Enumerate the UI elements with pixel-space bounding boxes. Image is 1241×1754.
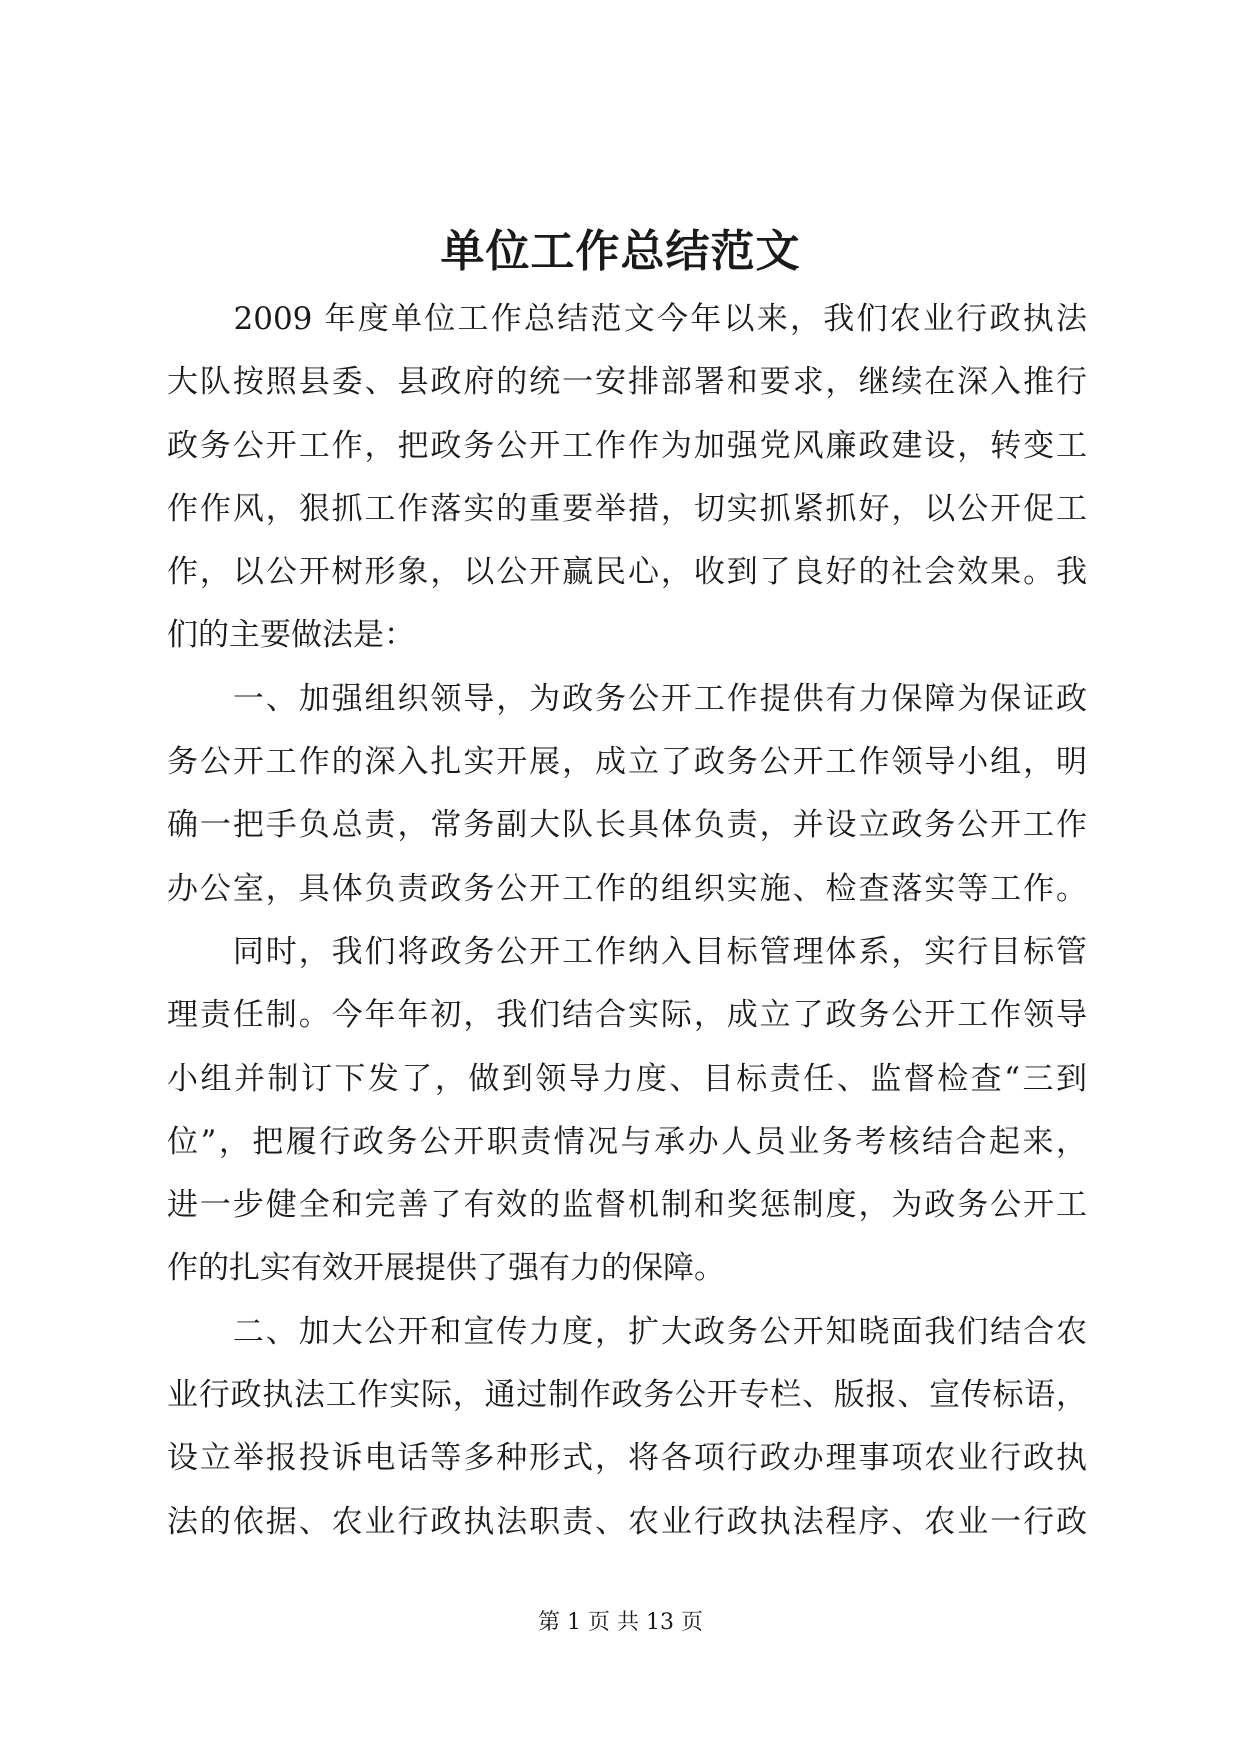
page-number: 第 1 页 共 13 页: [538, 1610, 703, 1635]
body-line: 办公室，具体负责政务公开工作的组织实施、检查落实等工作。: [167, 870, 1087, 907]
body-line: 二、加大公开和宣传力度，扩大政务公开知晓面我们结合农: [167, 1313, 1087, 1350]
body-line: 大队按照县委、县政府的统一安排部署和要求，继续在深入推行: [167, 364, 1087, 401]
body-line: 理责任制。今年年初，我们结合实际，成立了政务公开工作领导: [167, 997, 1087, 1034]
body-line: 同时，我们将政务公开工作纳入目标管理体系，实行目标管: [167, 933, 1087, 970]
body-line: 作的扎实有效开展提供了强有力的保障。: [167, 1250, 725, 1287]
body-line: 一、加强组织领导，为政务公开工作提供有力保障为保证政: [167, 680, 1087, 717]
document-body: [167, 288, 1087, 1554]
body-line: 作作风，狠抓工作落实的重要举措，切实抓紧抓好，以公开促工: [167, 490, 1087, 527]
body-line: 务公开工作的深入扎实开展，成立了政务公开工作领导小组，明: [167, 744, 1087, 781]
body-line: 业行政执法工作实际，通过制作政务公开专栏、版报、宣传标语，: [167, 1377, 1087, 1414]
body-line: 2009 年度单位工作总结范文今年以来，我们农业行政执法: [167, 301, 1087, 337]
body-line: 确一把手负总责，常务副大队长具体负责，并设立政务公开工作: [167, 807, 1087, 844]
body-line: 进一步健全和完善了有效的监督机制和奖惩制度，为政务公开工: [167, 1187, 1087, 1224]
body-line: 小组并制订下发了，做到领导力度、目标责任、监督检查“三到: [167, 1060, 1087, 1097]
body-line: 设立举报投诉电话等多种形式，将各项行政办理事项农业行政执: [167, 1440, 1087, 1477]
body-line: 位”，把履行政务公开职责情况与承办人员业务考核结合起来，: [167, 1123, 1087, 1160]
body-line: 法的依据、农业行政执法职责、农业行政执法程序、农业一行政: [167, 1503, 1087, 1540]
document-title: 单位工作总结范文: [440, 226, 801, 277]
page-footer: [0, 1608, 1241, 1638]
body-line: 们的主要做法是：: [167, 617, 415, 654]
body-line: 政务公开工作，把政务公开工作作为加强党风廉政建设，转变工: [167, 427, 1087, 464]
body-line: 作，以公开树形象，以公开赢民心，收到了良好的社会效果。我: [167, 554, 1087, 591]
